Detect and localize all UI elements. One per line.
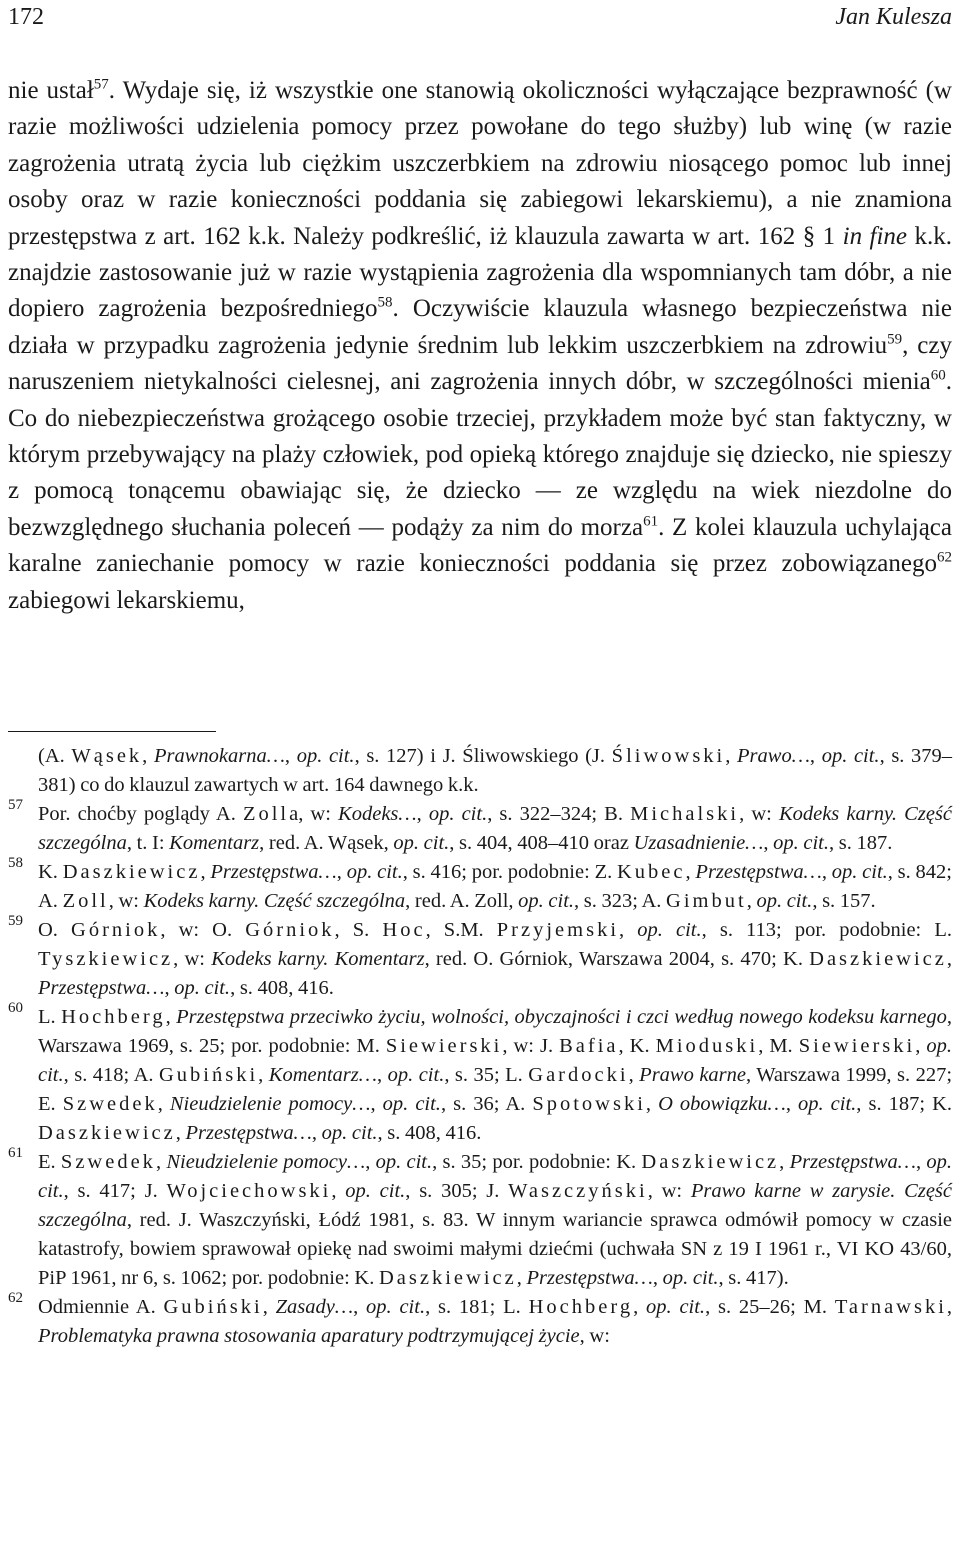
fn-title: op. cit.	[375, 1151, 433, 1173]
fn-author: Przyjemski	[496, 919, 620, 941]
fn-text: , t. I:	[126, 832, 170, 854]
fn-title: op. cit.	[821, 745, 880, 767]
footnote-ref-61: 61	[643, 513, 659, 530]
fn-author: Zoll	[62, 890, 109, 912]
fn-text: ,	[763, 832, 774, 854]
fn-text: , K.	[618, 1035, 656, 1057]
fn-text: , Warszawa 1999, s. 227; E.	[38, 1064, 953, 1115]
footnote-ref-58: 58	[377, 295, 393, 312]
fn-title: Nieudzielenie pomocy…	[166, 1151, 366, 1173]
fn-text: ,	[619, 919, 638, 941]
fn-title: Przestępstwa…	[210, 861, 337, 883]
fn-title: op. cit.	[346, 861, 403, 883]
footnote-ref-62: 62	[937, 549, 952, 566]
fn-author: Waszczyński	[508, 1180, 648, 1202]
running-head-author: Jan Kulesza	[835, 4, 952, 30]
fn-author: Daszkiewicz	[809, 948, 947, 970]
footnote-60	[8, 1000, 953, 1148]
fn-text: , red. O. Górniok, Warszawa 2004, s. 470; K.	[424, 948, 810, 970]
fn-text: ,	[746, 890, 757, 912]
footnote-number: 58	[8, 855, 23, 871]
fn-title: Przestępstwa…	[185, 1122, 312, 1144]
fn-text: ,	[652, 1267, 663, 1289]
fn-title: op. cit.	[366, 1296, 426, 1318]
fn-text: , s. 418; A.	[63, 1064, 159, 1086]
fn-title: op. cit.	[428, 803, 488, 825]
footnote-separator	[8, 731, 216, 732]
fn-text: , s. 113; por. podobnie: L.	[701, 919, 952, 941]
fn-title: op. cit.	[296, 745, 355, 767]
text-run: k.k. znajdzie zastosowanie już w razie wystąpienia zagrożenia dla wspomnianych tam dóbr, a nie dopiero zagrożenia bezpośredniego	[8, 222, 952, 323]
fn-text: , s. 187.	[829, 832, 893, 854]
fn-text: O.	[38, 919, 72, 941]
fn-text: ,	[331, 1180, 346, 1202]
fn-author: Zoll	[242, 803, 290, 825]
fn-author: Gardocki	[528, 1064, 629, 1086]
fn-text: ,	[821, 861, 832, 883]
fn-text: , s. 408, 416.	[230, 977, 334, 999]
text-run: . Wydaje się, iż wszystkie one stanowią okoliczności wyłączające bezprawność (w razie możliwości udzielenia pomocy przez powołane do tego służby) lub winę (w razie zagrożenia utratą życia lub ciężkim uszczerbkiem na zdrowiu niosącego pomoc lub innej osoby oraz w razie konieczności poddania się zabiegowi lekarskiemu), a nie znamiona przestępstwa z art. 162 k.k. Należy podkreślić, iż klauzula zawarta w art. 162 § 1	[8, 77, 952, 250]
fn-title: op. cit.	[174, 977, 231, 999]
fn-title: Kodeks…	[338, 803, 417, 825]
fn-text: , s. 35; L.	[444, 1064, 529, 1086]
text-run: nie ustał	[8, 77, 94, 104]
body-text	[8, 73, 952, 619]
fn-text: , s. 305; J.	[405, 1180, 509, 1202]
fn-text: ,	[284, 745, 297, 767]
fn-title: op. cit.	[831, 861, 888, 883]
fn-text: ,	[164, 977, 175, 999]
footnote-number: 57	[8, 797, 23, 813]
fn-text: , w:	[647, 1180, 691, 1202]
fn-text: ,	[946, 948, 953, 970]
fn-text: ,	[809, 745, 822, 767]
fn-text: ,	[142, 745, 154, 767]
fn-author: Michalski	[630, 803, 740, 825]
fn-author: Wojciechowski	[166, 1180, 332, 1202]
fn-text: ,	[779, 1151, 790, 1173]
fn-text: , s. 36; A.	[440, 1093, 533, 1115]
fn-author: Daszkiewicz	[62, 861, 201, 883]
fn-title: op. cit.	[38, 1035, 952, 1086]
fn-title: op. cit.	[637, 919, 702, 941]
fn-text: E.	[38, 1151, 61, 1173]
fn-text: , s. 842; A.	[38, 861, 953, 912]
fn-title: op. cit.	[345, 1180, 406, 1202]
fn-text: ,	[416, 803, 429, 825]
fn-author: Gubiński	[158, 1064, 259, 1086]
fn-title: op. cit.	[38, 1151, 953, 1202]
fn-title: Kodeks karny. Część szczególna	[38, 803, 952, 854]
fn-text: , s. 417; J.	[63, 1180, 167, 1202]
fn-text: , w:	[108, 890, 144, 912]
fn-text: ,	[370, 1093, 383, 1115]
text-run: , czy naruszeniem nietykalności cielesnej, ani zagrożenia innych dóbr, w szczególności mienia	[8, 331, 952, 396]
fn-title: Przestępstwa…	[789, 1151, 916, 1173]
fn-text: ,	[157, 1093, 170, 1115]
footnote-ref-60: 60	[930, 367, 946, 384]
fn-author: Szwedek	[62, 1093, 158, 1115]
fn-author: Siewierski	[798, 1035, 916, 1057]
fn-text: , w:	[579, 1325, 610, 1347]
fn-text: , s. 417).	[718, 1267, 789, 1289]
fn-text: a, w:	[289, 803, 339, 825]
fn-text: , s. 181; L.	[425, 1296, 529, 1318]
fn-title: Przestępstwa…	[695, 861, 822, 883]
fn-title: op. cit.	[773, 832, 830, 854]
footnote-59	[8, 913, 953, 1003]
fn-text: , w: J.	[502, 1035, 560, 1057]
fn-title: Zasady…	[275, 1296, 354, 1318]
fn-title: Problematyka prawna stosowania aparatury podtrzymującej życie	[38, 1325, 580, 1347]
fn-text: (A.	[38, 745, 72, 767]
fn-title: Przestępstwa…	[526, 1267, 653, 1289]
fn-text: , s. 323; A.	[574, 890, 667, 912]
body-paragraph	[8, 73, 952, 619]
fn-text: , red. A. Wąsek,	[259, 832, 394, 854]
fn-text: , red. A. Zoll,	[405, 890, 519, 912]
fn-author: Górniok	[245, 919, 335, 941]
fn-title: Prawo karne w zarysie. Część szczególna	[38, 1180, 952, 1231]
fn-title: Kodeks karny. Komentarz	[211, 948, 425, 970]
fn-author: Szwedek	[60, 1151, 156, 1173]
fn-text: , S.M.	[425, 919, 497, 941]
page-header	[8, 4, 952, 34]
fn-author: Górniok	[71, 919, 161, 941]
fn-text: , M.	[758, 1035, 799, 1057]
fn-title: op. cit.	[393, 832, 450, 854]
footnote-57	[8, 797, 952, 858]
latin-phrase: in fine	[842, 222, 908, 250]
fn-text: ,	[916, 1151, 927, 1173]
fn-title: O obowiązku…	[658, 1093, 786, 1115]
page-number: 172	[8, 4, 44, 30]
fn-author: Bafia	[559, 1035, 619, 1057]
fn-author: Spotowski	[532, 1093, 646, 1115]
fn-text: ,	[785, 1093, 799, 1115]
fn-title: Przestępstwa…	[38, 977, 165, 999]
fn-text: ,	[516, 1267, 527, 1289]
fn-text: , w:	[739, 803, 779, 825]
fn-author: Hochberg	[61, 1006, 166, 1028]
fn-text: ,	[262, 1296, 276, 1318]
fn-text: ,	[311, 1122, 322, 1144]
fn-title: op. cit.	[387, 1064, 445, 1086]
fn-text: L.	[38, 1006, 62, 1028]
footnote-number: 61	[8, 1145, 23, 1161]
fn-text: ,	[685, 861, 696, 883]
fn-author: Hochberg	[528, 1296, 634, 1318]
footnote-ref-59: 59	[887, 331, 903, 348]
fn-author: Gubiński	[163, 1296, 263, 1318]
fn-title: op. cit.	[662, 1267, 719, 1289]
fn-title: op. cit.	[321, 1122, 378, 1144]
fn-title: op. cit.	[646, 1296, 706, 1318]
fn-title: Prawo…	[737, 745, 810, 767]
fn-author: Wąsek	[71, 745, 143, 767]
fn-text: , s. 416; por. podobnie: Z.	[402, 861, 617, 883]
fn-text: ,	[725, 745, 738, 767]
fn-text: , S.	[334, 919, 383, 941]
fn-author: Daszkiewicz	[38, 1122, 176, 1144]
fn-text: ,	[175, 1122, 186, 1144]
fn-text: ,	[155, 1151, 167, 1173]
fn-text: ,	[258, 1064, 269, 1086]
text-run: . Co do niebezpieczeństwa grożącego osobie trzeciej, przykładem może być stan faktyczny, w którym przebywający na plaży człowiek, pod opieką którego znajduje się dziecko, nie spieszy z pomocą tonącemu obawiając się, że dziecko — ze względu na wiek niezdolne do bezwzględnego słuchania poleceń — podąży za nim do morza	[8, 368, 952, 541]
fn-text: , s. 404, 408–410 oraz	[449, 832, 634, 854]
fn-text: , s. 379–381) co do klauzul zawartych w art. 164 dawnego k.k.	[38, 745, 953, 796]
fn-text: , s. 25–26; M.	[705, 1296, 835, 1318]
footnote-61	[8, 1145, 953, 1293]
fn-author: Tyszkiewicz	[38, 948, 174, 970]
fn-title: Przestępstwa przeciwko życiu, wolności, obyczajności i czci według nowego kodeksu karnego	[176, 1006, 947, 1028]
fn-title: op. cit.	[382, 1093, 441, 1115]
fn-author: Śliwowski	[611, 745, 726, 767]
fn-title: Nieudzielenie pomocy…	[169, 1093, 371, 1115]
fn-text: , s. 408, 416.	[377, 1122, 482, 1144]
footnotes	[8, 742, 952, 1351]
fn-text: ,	[946, 1296, 953, 1318]
fn-author: Daszkiewicz	[378, 1267, 517, 1289]
fn-title: Komentarz	[169, 832, 260, 854]
fn-text: , red. J. Waszczyński, Łódź 1981, s. 83. W innym wariancie sprawca odmówił pomocy w czasie katastrofy, bowiem sprawował opiekę nad swoimi małymi dziećmi (uchwała SN z 19 I 1961 r., VI KO 43/60, PiP 1961, nr 6, s. 1062; por. podobnie: K.	[38, 1209, 952, 1289]
fn-author: Kubec	[617, 861, 686, 883]
fn-author: Hoc	[382, 919, 426, 941]
fn-text: ,	[645, 1093, 659, 1115]
fn-text: ,	[353, 1296, 367, 1318]
fn-title: op. cit.	[756, 890, 813, 912]
fn-title: Prawnokarna…	[153, 745, 285, 767]
fn-title: Kodeks karny. Część szczególna	[143, 890, 406, 912]
fn-text: ,	[628, 1064, 640, 1086]
fn-text: , s. 157.	[812, 890, 876, 912]
fn-text: , w: O.	[160, 919, 246, 941]
fn-text: Odmiennie A.	[38, 1296, 164, 1318]
fn-title: op. cit.	[798, 1093, 857, 1115]
fn-text: ,	[915, 1035, 927, 1057]
fn-text: , s. 35; por. podobnie: K.	[432, 1151, 642, 1173]
fn-text: ,	[365, 1151, 376, 1173]
fn-text: ,	[200, 861, 211, 883]
fn-author: Siewierski	[385, 1035, 503, 1057]
footnote-number: 59	[8, 913, 23, 929]
fn-text: Por. choćby poglądy A.	[38, 803, 243, 825]
fn-text: ,	[377, 1064, 388, 1086]
fn-text: ,	[336, 861, 347, 883]
text-run: . Oczywiście klauzula własnego bezpieczeństwa nie działa w przypadku zagrożenia jedynie średnim lub lekkim uszczerbkiem na zdrowiu	[8, 295, 952, 359]
fn-author: Gimbut	[666, 890, 747, 912]
fn-text: K.	[38, 861, 63, 883]
fn-title: Prawo karne	[639, 1064, 746, 1086]
fn-text: , w:	[173, 948, 212, 970]
fn-text: , s. 187; K.	[856, 1093, 953, 1115]
footnote-62	[8, 1290, 953, 1351]
fn-author: Mioduski	[655, 1035, 759, 1057]
fn-title: op. cit.	[518, 890, 575, 912]
footnote-number: 62	[8, 1290, 23, 1306]
footnote-continuation	[8, 742, 952, 800]
fn-author: Tarnawski	[834, 1296, 947, 1318]
text-run: . Z kolei klauzula uchylająca karalne zaniechanie pomocy w razie konieczności poddania się przez zobowiązanego	[8, 513, 952, 578]
footnote-ref-57: 57	[93, 76, 109, 93]
fn-author: Daszkiewicz	[641, 1151, 780, 1173]
fn-title: Komentarz…	[268, 1064, 377, 1086]
footnote-number: 60	[8, 1000, 23, 1016]
text-run: zabiegowi lekarskiemu,	[8, 586, 245, 614]
fn-text: , Warszawa 1969, s. 25; por. podobnie: M.	[38, 1006, 953, 1057]
fn-text: , s. 322–324; B.	[487, 803, 631, 825]
fn-title: Uzasadnienie…	[633, 832, 764, 854]
fn-text: , s. 127) i J. Śliwowskiego (J.	[354, 745, 612, 767]
fn-text: ,	[165, 1006, 177, 1028]
footnote-58	[8, 855, 953, 916]
fn-text: ,	[633, 1296, 647, 1318]
